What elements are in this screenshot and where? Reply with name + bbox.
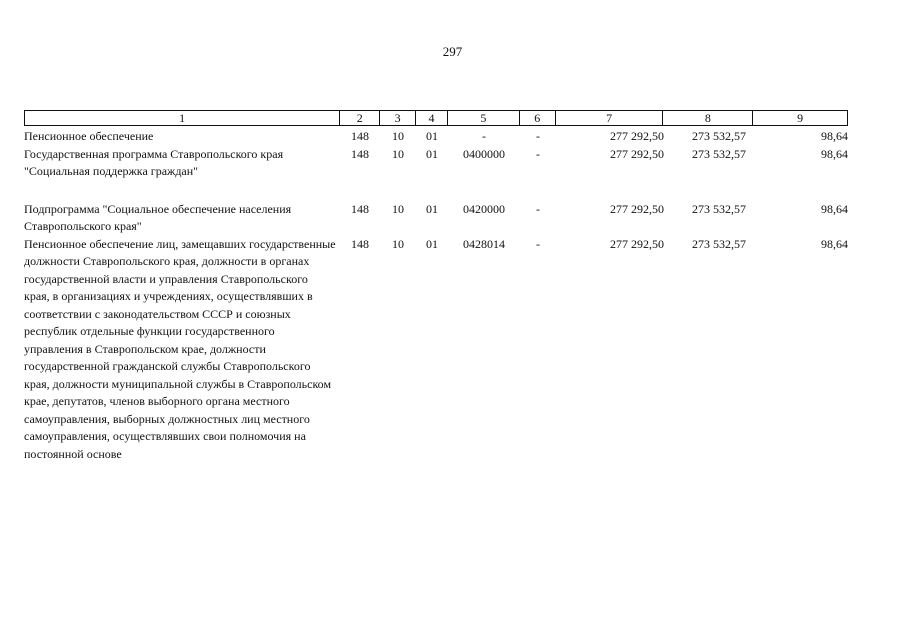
cell-col-6: - — [536, 236, 540, 251]
cell-col-2: 148 — [351, 201, 369, 216]
row-spacer — [24, 181, 848, 201]
page-number: 297 — [442, 44, 463, 59]
cell-col-2: 148 — [351, 129, 369, 143]
cell-col-2: 148 — [351, 146, 369, 161]
cell-col-4: 01 — [426, 236, 438, 251]
header-col-1: 1 — [25, 111, 340, 125]
cell-col-5: 0400000 — [463, 146, 505, 161]
cell-col-5: 0428014 — [463, 236, 505, 251]
cell-col-6: - — [536, 129, 540, 143]
row-description: Пенсионное обеспечение лиц, замещавших государственные должности Ставропольского края, должности в органах государственной власти и управления Ставропольского края, в организациях и учреждениях, осуществлявших в соответствии с законодательством СССР и союзных республик отдельные функции государственного управления в Ставропольском крае, должности государственной гражданской службы Ставропольского края, должности муниципальной службы в Ставропольском крае, депутатов, членов выборного органа местного самоуправления, выборных должностных лиц местного самоуправления, осуществлявших свои полномочия на постоянной основе — [24, 236, 336, 461]
header-col-7: 7 — [556, 111, 664, 125]
cell-col-2: 148 — [351, 236, 369, 251]
cell-col-6: - — [536, 201, 540, 216]
cell-col-4: 01 — [426, 201, 438, 216]
cell-col-4: 01 — [426, 129, 438, 143]
header-col-8: 8 — [663, 111, 753, 125]
cell-col-3: 10 — [392, 201, 404, 216]
header-col-4: 4 — [416, 111, 448, 125]
cell-col-7: 277 292,50 — [610, 146, 664, 161]
cell-col-8: 273 532,57 — [692, 146, 746, 161]
cell-col-3: 10 — [392, 146, 404, 161]
table-body — [24, 128, 848, 463]
row-description: Пенсионное обеспечение — [24, 129, 154, 143]
header-col-5: 5 — [448, 111, 520, 125]
cell-col-9: 98,64 — [821, 146, 848, 161]
cell-col-9: 98,64 — [821, 201, 848, 216]
header-col-9: 9 — [797, 111, 804, 125]
header-col-6: 6 — [520, 111, 556, 125]
row-description: Государственная программа Ставропольского края "Социальная поддержка граждан" — [24, 146, 284, 178]
cell-col-5: 0420000 — [463, 201, 505, 216]
table-row — [24, 146, 848, 181]
header-col-2: 2 — [340, 111, 380, 125]
table-row — [24, 201, 848, 236]
table-row — [24, 236, 848, 464]
cell-col-7: 277 292,50 — [610, 201, 664, 216]
cell-col-3: 10 — [392, 236, 404, 251]
table-header-row — [24, 110, 848, 126]
cell-col-9: 98,64 — [821, 236, 848, 251]
cell-col-9: 98,64 — [821, 129, 848, 143]
cell-col-6: - — [536, 146, 540, 161]
table-row — [24, 128, 848, 146]
cell-col-8: 273 532,57 — [692, 201, 746, 216]
cell-col-3: 10 — [392, 129, 404, 143]
cell-col-8: 273 532,57 — [692, 129, 746, 143]
cell-col-4: 01 — [426, 146, 438, 161]
row-description: Подпрограмма "Социальное обеспечение населения Ставропольского края" — [24, 201, 292, 233]
header-col-3: 3 — [380, 111, 416, 125]
cell-col-7: 277 292,50 — [610, 236, 664, 251]
cell-col-5: - — [482, 129, 486, 143]
cell-col-8: 273 532,57 — [692, 236, 746, 251]
cell-col-7: 277 292,50 — [610, 129, 664, 143]
